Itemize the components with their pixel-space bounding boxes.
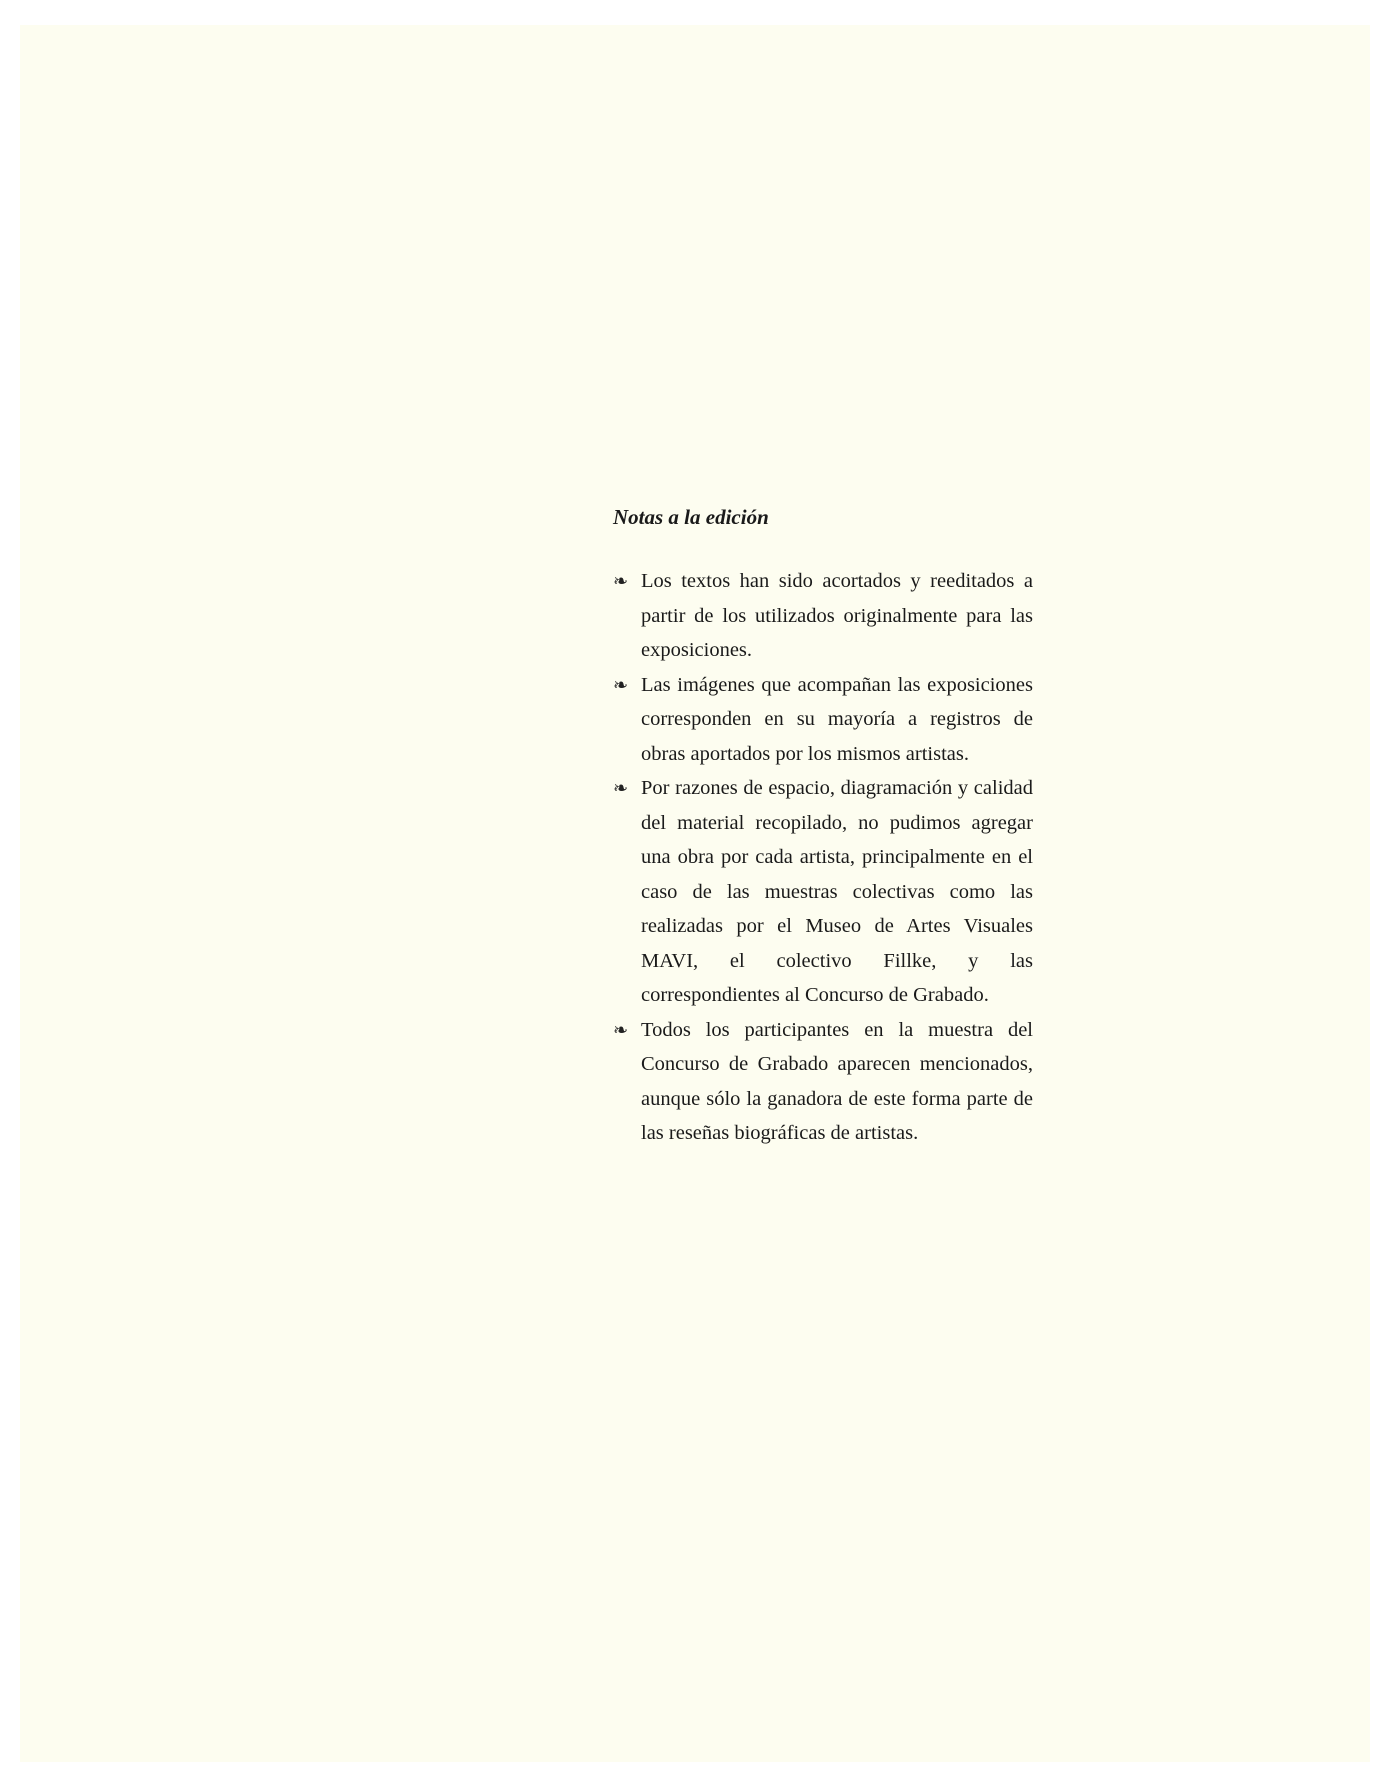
notes-list <box>613 564 1033 1151</box>
floral-heart-icon: ❧ <box>613 571 629 592</box>
floral-heart-icon: ❧ <box>613 778 629 799</box>
edition-notes <box>613 505 1033 1151</box>
note-text: Todos los participantes en la muestra del Concurso de Grabado aparecen mencionados, aunque sólo la ganadora de este forma parte de las reseñas biográficas de artistas. <box>641 1018 1033 1145</box>
list-item <box>613 1013 1033 1151</box>
notes-title: Notas a la edición <box>613 505 769 529</box>
note-text: Las imágenes que acompañan las exposiciones corresponden en su mayoría a registros de obras aportados por los mismos artistas. <box>641 673 1033 765</box>
floral-heart-icon: ❧ <box>613 1019 629 1040</box>
note-text: Los textos han sido acortados y reeditados a partir de los utilizados originalmente para las exposiciones. <box>641 570 1033 662</box>
list-item <box>613 564 1033 668</box>
list-item <box>613 771 1033 1013</box>
note-text: Por razones de espacio, diagramación y calidad del material recopilado, no pudimos agregar una obra por cada artista, principalmente en el caso de las muestras colectivas como las realizadas por el Museo de Artes Visuales MAVI, el colectivo Fillke, y las correspondientes al Concurso de Grabado. <box>641 777 1033 1007</box>
document-page <box>20 25 1370 1762</box>
list-item <box>613 668 1033 772</box>
floral-heart-icon: ❧ <box>613 674 629 695</box>
